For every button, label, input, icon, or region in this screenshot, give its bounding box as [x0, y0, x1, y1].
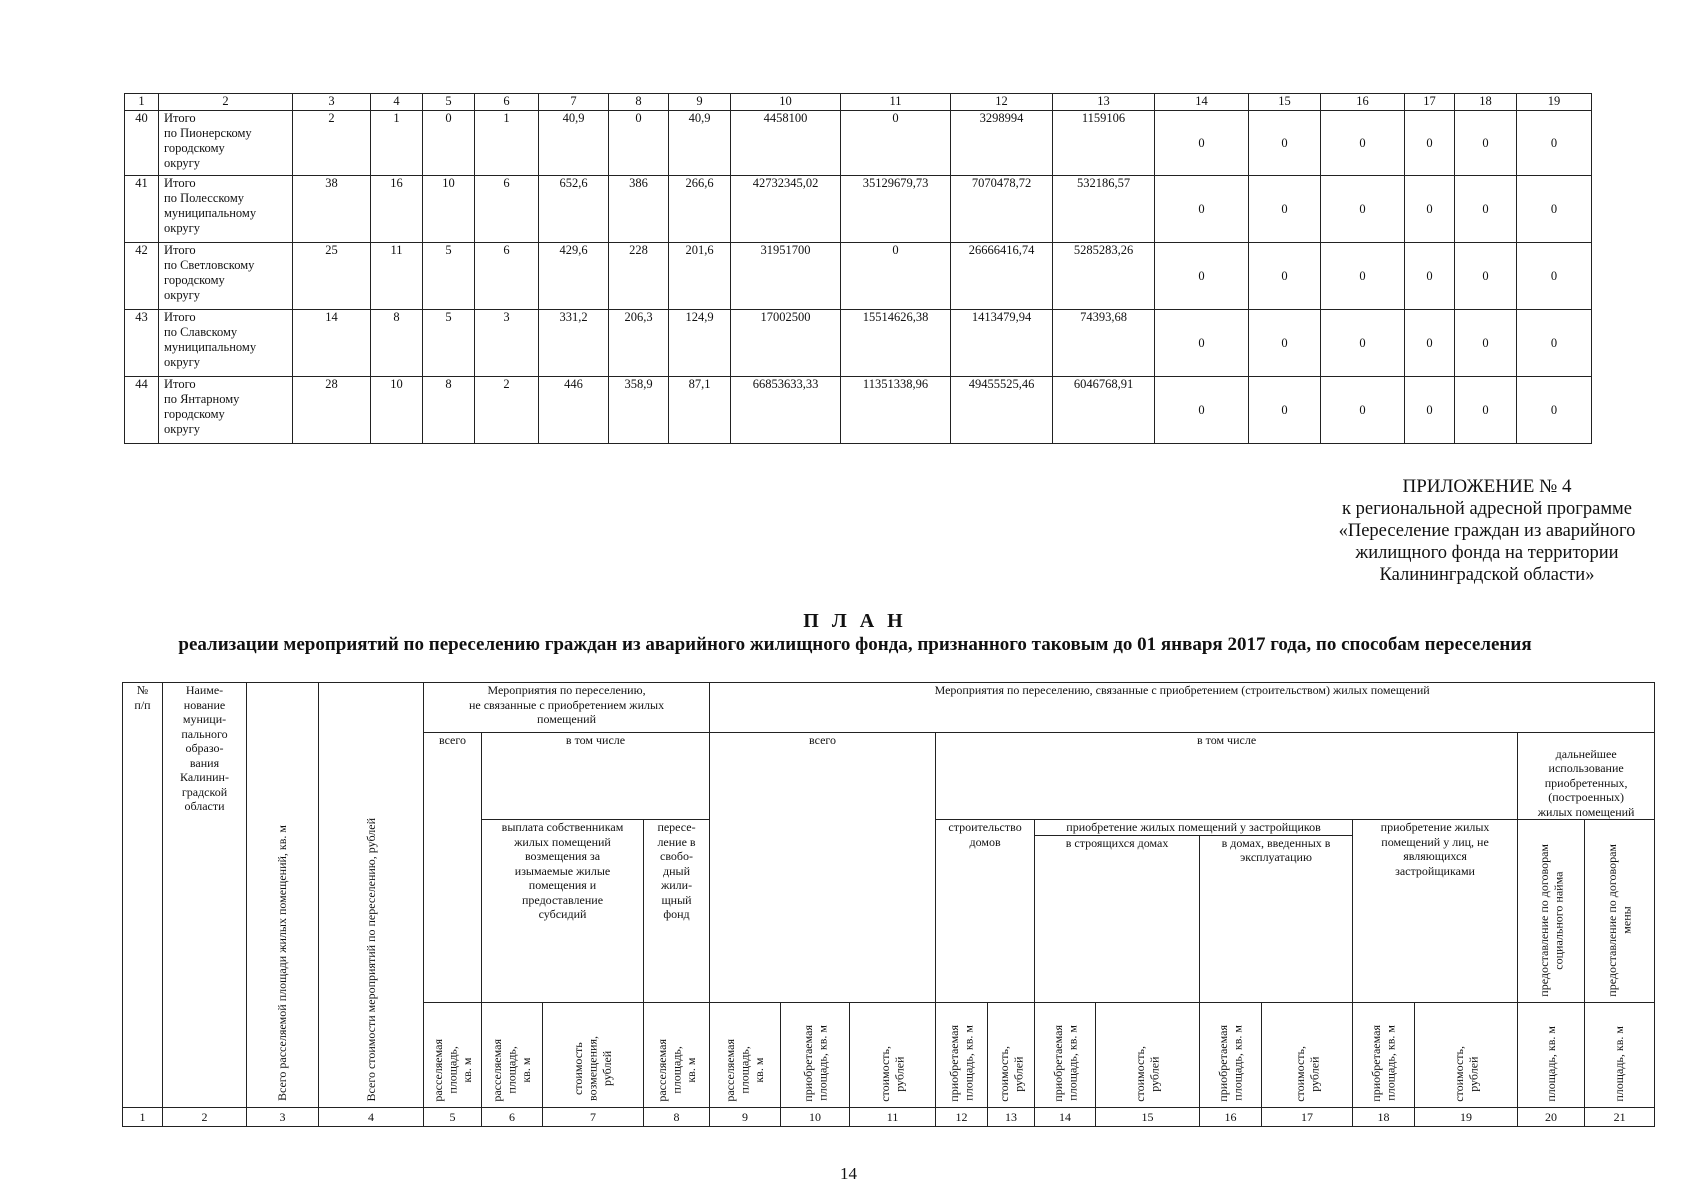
page-number: 14 — [840, 1164, 857, 1183]
cell-value: 124,9 — [669, 310, 731, 377]
cell-value: 0 — [1455, 111, 1517, 176]
cell-value: 17002500 — [731, 310, 841, 377]
row-number: 40 — [125, 111, 159, 176]
cell-value: 0 — [1455, 176, 1517, 243]
column-number: 16 — [1321, 94, 1405, 111]
sub-c5: расселяемая площадь, кв. м — [424, 1003, 482, 1108]
cell-value: 201,6 — [669, 243, 731, 310]
column-number: 21 — [1585, 1108, 1655, 1127]
cell-value: 6 — [475, 243, 539, 310]
row-number: 43 — [125, 310, 159, 377]
header-non-developers: приобретение жилых помещений у лиц, не являющихся застройщиками — [1353, 820, 1518, 1003]
cell-value: 0 — [841, 243, 951, 310]
cell-value: 0 — [1321, 176, 1405, 243]
cell-value: 0 — [1455, 310, 1517, 377]
sub-c7: стоимость возмещения, рублей — [543, 1003, 644, 1108]
cell-value: 652,6 — [539, 176, 609, 243]
header-b-including: в том числе — [936, 733, 1518, 820]
cell-value: 2 — [293, 111, 371, 176]
column-number: 20 — [1518, 1108, 1585, 1127]
cell-value: 16 — [371, 176, 423, 243]
cell-value: 0 — [1517, 111, 1592, 176]
cell-value: 1413479,94 — [951, 310, 1053, 377]
appendix-line: к региональной адресной программе — [1342, 499, 1632, 519]
sub-c6: расселяемая площадь, кв. м — [482, 1003, 543, 1108]
column-number: 19 — [1517, 94, 1592, 111]
column-number: 2 — [163, 1108, 247, 1127]
row-name: Итого по Светловскому городскому округу — [159, 243, 293, 310]
sub-c14: приобретаемая площадь, кв. м — [1035, 1003, 1096, 1108]
cell-value: 5 — [423, 310, 475, 377]
cell-value: 228 — [609, 243, 669, 310]
header-group-not-acquisition: Мероприятия по переселению, не связанные с приобретением жилых помещений — [424, 683, 710, 733]
column-number: 4 — [371, 94, 423, 111]
column-number: 1 — [123, 1108, 163, 1127]
cell-value: 446 — [539, 377, 609, 444]
column-number: 8 — [644, 1108, 710, 1127]
column-number: 16 — [1200, 1108, 1262, 1127]
cell-value: 0 — [1405, 310, 1455, 377]
sub-c11: стоимость, рублей — [850, 1003, 936, 1108]
table-row — [125, 176, 1592, 243]
sub-c16: приобретаемая площадь, кв. м — [1200, 1003, 1262, 1108]
header-free-fund: пересе- ление в свобо- дный жили- щный фонд — [644, 820, 710, 1003]
column-number: 2 — [159, 94, 293, 111]
row-number: 42 — [125, 243, 159, 310]
cell-value: 0 — [1517, 377, 1592, 444]
cell-value: 11 — [371, 243, 423, 310]
row-number: 41 — [125, 176, 159, 243]
header-payment: выплата собственникам жилых помещений возмещения за изымаемые жилые помещения и предоставление субсидий — [482, 820, 644, 1003]
cell-value: 11351338,96 — [841, 377, 951, 444]
cell-value: 49455525,46 — [951, 377, 1053, 444]
cell-value: 7070478,72 — [951, 176, 1053, 243]
row-name: Итого по Пионерскому городскому округу — [159, 111, 293, 176]
column-number: 6 — [482, 1108, 543, 1127]
appendix-line: «Переселение граждан из аварийного — [1338, 521, 1636, 541]
cell-value: 5285283,26 — [1053, 243, 1155, 310]
column-number: 10 — [731, 94, 841, 111]
sub-c17: стоимость, рублей — [1262, 1003, 1353, 1108]
cell-value: 429,6 — [539, 243, 609, 310]
column-number: 11 — [841, 94, 951, 111]
header-developers-label: приобретение жилых помещений у застройщиков — [1035, 820, 1352, 836]
cell-value: 266,6 — [669, 176, 731, 243]
appendix-title: ПРИЛОЖЕНИЕ № 4 — [1402, 476, 1572, 497]
plan-table — [122, 682, 1655, 1127]
sub-c20: площадь, кв. м — [1518, 1003, 1585, 1108]
header-b-total: всего — [710, 733, 936, 1003]
cell-value: 0 — [1321, 310, 1405, 377]
column-number: 8 — [609, 94, 669, 111]
cell-value: 15514626,38 — [841, 310, 951, 377]
cell-value: 0 — [1155, 377, 1249, 444]
cell-value: 206,3 — [609, 310, 669, 377]
cell-value: 66853633,33 — [731, 377, 841, 444]
header-developers — [1035, 820, 1353, 1003]
plan-subtitle: реализации мероприятий по переселению граждан из аварийного жилищного фонда, признанного таковым до 01 января 2017 года, по способам переселения — [178, 634, 1532, 655]
column-number-row — [125, 94, 1592, 111]
cell-value: 3298994 — [951, 111, 1053, 176]
header-a-total: всего — [424, 733, 482, 1003]
header-exchange: предоставление по договорам мены — [1585, 820, 1655, 1003]
cell-value: 35129679,73 — [841, 176, 951, 243]
column-number: 15 — [1096, 1108, 1200, 1127]
row-number: 44 — [125, 377, 159, 444]
cell-value: 40,9 — [669, 111, 731, 176]
appendix-line: жилищного фонда на территории — [1355, 543, 1619, 563]
cell-value: 42732345,02 — [731, 176, 841, 243]
cell-value: 1 — [475, 111, 539, 176]
column-number: 1 — [125, 94, 159, 111]
column-number: 19 — [1415, 1108, 1518, 1127]
cell-value: 0 — [1249, 176, 1321, 243]
row-name: Итого по Славскому муниципальному округу — [159, 310, 293, 377]
cell-value: 0 — [1249, 243, 1321, 310]
summary-table-continued — [124, 93, 1592, 444]
header-further-use: дальнейшее использование приобретенных, (построенных) жилых помещений — [1518, 733, 1655, 820]
cell-value: 0 — [1249, 377, 1321, 444]
column-number: 9 — [710, 1108, 781, 1127]
cell-value: 0 — [1155, 243, 1249, 310]
column-number: 18 — [1353, 1108, 1415, 1127]
cell-value: 10 — [423, 176, 475, 243]
sub-c13: стоимость, рублей — [988, 1003, 1035, 1108]
sub-c21: площадь, кв. м — [1585, 1003, 1655, 1108]
column-number: 17 — [1405, 94, 1455, 111]
plan-title: П Л А Н — [803, 610, 907, 632]
appendix-caption — [1307, 476, 1667, 586]
cell-value: 0 — [1405, 377, 1455, 444]
column-number: 18 — [1455, 94, 1517, 111]
cell-value: 0 — [841, 111, 951, 176]
column-number: 10 — [781, 1108, 850, 1127]
column-number: 5 — [423, 94, 475, 111]
cell-value: 0 — [1249, 310, 1321, 377]
sub-c19: стоимость, рублей — [1415, 1003, 1518, 1108]
cell-value: 28 — [293, 377, 371, 444]
cell-value: 5 — [423, 243, 475, 310]
header-total-area: Всего расселяемой площади жилых помещений, кв. м — [247, 683, 319, 1108]
cell-value: 532186,57 — [1053, 176, 1155, 243]
header-num: № п/п — [123, 683, 163, 1108]
column-number: 7 — [539, 94, 609, 111]
cell-value: 26666416,74 — [951, 243, 1053, 310]
sub-c12: приобретаемая площадь, кв. м — [936, 1003, 988, 1108]
cell-value: 1159106 — [1053, 111, 1155, 176]
cell-value: 0 — [1405, 176, 1455, 243]
cell-value: 0 — [1155, 176, 1249, 243]
column-number: 13 — [1053, 94, 1155, 111]
column-number: 7 — [543, 1108, 644, 1127]
header-social-hire: предоставление по договорам социального найма — [1518, 820, 1585, 1003]
cell-value: 25 — [293, 243, 371, 310]
table-row — [125, 310, 1592, 377]
header-municipality: Наиме- нование муници- пального образо- вания Калинин- градской области — [163, 683, 247, 1108]
cell-value: 0 — [423, 111, 475, 176]
cell-value: 0 — [1455, 377, 1517, 444]
cell-value: 3 — [475, 310, 539, 377]
cell-value: 0 — [1155, 111, 1249, 176]
cell-value: 0 — [1249, 111, 1321, 176]
cell-value: 1 — [371, 111, 423, 176]
cell-value: 358,9 — [609, 377, 669, 444]
sub-c9: расселяемая площадь, кв. м — [710, 1003, 781, 1108]
sub-c8: расселяемая площадь, кв. м — [644, 1003, 710, 1108]
cell-value: 0 — [1321, 111, 1405, 176]
cell-value: 6046768,91 — [1053, 377, 1155, 444]
appendix-line: Калининградской области» — [1379, 565, 1595, 585]
table-row — [125, 111, 1592, 176]
column-number-row — [123, 1108, 1655, 1127]
column-number: 17 — [1262, 1108, 1353, 1127]
cell-value: 0 — [609, 111, 669, 176]
table-row — [125, 243, 1592, 310]
cell-value: 4458100 — [731, 111, 841, 176]
cell-value: 0 — [1455, 243, 1517, 310]
header-under-construction: в строящихся домах — [1035, 836, 1200, 1002]
cell-value: 87,1 — [669, 377, 731, 444]
sub-c10: приобретаемая площадь, кв. м — [781, 1003, 850, 1108]
sub-c15: стоимость, рублей — [1096, 1003, 1200, 1108]
header-group-acquisition: Мероприятия по переселению, связанные с приобретением (строительством) жилых помещений — [710, 683, 1655, 733]
header-construction: строительство домов — [936, 820, 1035, 1003]
cell-value: 10 — [371, 377, 423, 444]
column-number: 6 — [475, 94, 539, 111]
cell-value: 0 — [1321, 243, 1405, 310]
column-number: 12 — [951, 94, 1053, 111]
sub-c18: приобретаемая площадь, кв. м — [1353, 1003, 1415, 1108]
cell-value: 74393,68 — [1053, 310, 1155, 377]
header-a-including: в том числе — [482, 733, 710, 820]
column-number: 15 — [1249, 94, 1321, 111]
column-number: 9 — [669, 94, 731, 111]
column-number: 5 — [424, 1108, 482, 1127]
cell-value: 31951700 — [731, 243, 841, 310]
column-number: 3 — [293, 94, 371, 111]
cell-value: 386 — [609, 176, 669, 243]
cell-value: 0 — [1155, 310, 1249, 377]
cell-value: 2 — [475, 377, 539, 444]
cell-value: 8 — [371, 310, 423, 377]
column-number: 14 — [1155, 94, 1249, 111]
column-number: 13 — [988, 1108, 1035, 1127]
header-total-cost: Всего стоимости мероприятий по переселению, рублей — [319, 683, 424, 1108]
column-number: 4 — [319, 1108, 424, 1127]
column-number: 11 — [850, 1108, 936, 1127]
column-number: 12 — [936, 1108, 988, 1127]
cell-value: 0 — [1517, 176, 1592, 243]
row-name: Итого по Полесскому муниципальному округу — [159, 176, 293, 243]
cell-value: 6 — [475, 176, 539, 243]
cell-value: 40,9 — [539, 111, 609, 176]
cell-value: 8 — [423, 377, 475, 444]
table-row — [125, 377, 1592, 444]
cell-value: 0 — [1405, 111, 1455, 176]
cell-value: 38 — [293, 176, 371, 243]
cell-value: 14 — [293, 310, 371, 377]
cell-value: 0 — [1321, 377, 1405, 444]
cell-value: 0 — [1517, 310, 1592, 377]
cell-value: 0 — [1405, 243, 1455, 310]
column-number: 14 — [1035, 1108, 1096, 1127]
cell-value: 0 — [1517, 243, 1592, 310]
header-commissioned: в домах, введенных в эксплуатацию — [1221, 835, 1331, 864]
column-number: 3 — [247, 1108, 319, 1127]
row-name: Итого по Янтарному городскому округу — [159, 377, 293, 444]
cell-value: 331,2 — [539, 310, 609, 377]
